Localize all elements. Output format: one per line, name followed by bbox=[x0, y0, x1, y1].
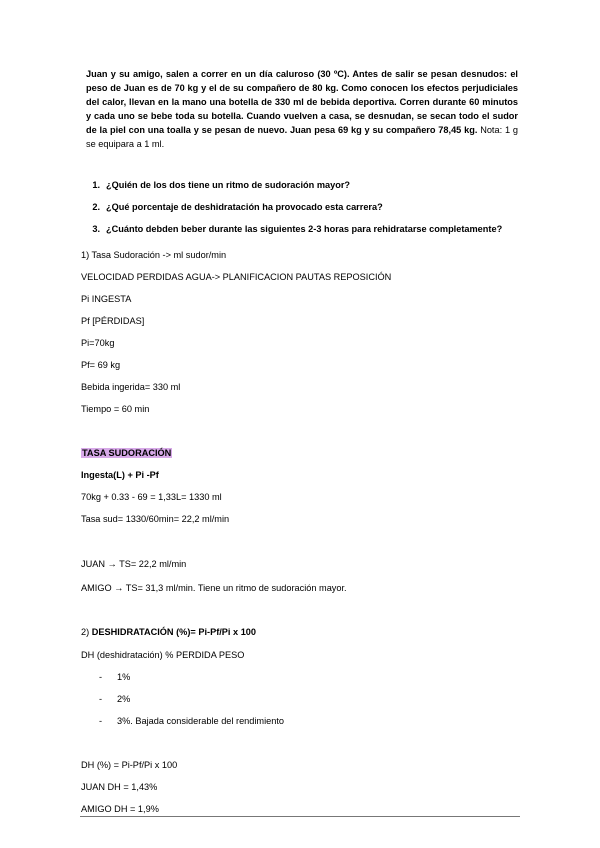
list-dash: - bbox=[99, 694, 103, 704]
problem-text: Juan y su amigo, salen a correr en un día caluroso (30 ºC). Antes de salir se pesan desnudos: el peso de Juan es de 70 kg y el de su compañero de 80 kg. Como conocen los efectos perjudiciales del calor, llevan en la mano una botella de 330 ml de bebida deportiva. Corren durante 60 minutos y cada uno se bebe toda su botella. Cuando vuelven a casa, se desnudan, se secan todo el sudor de la piel con una toalla y se pesan de nuevo. Juan pesa 69 kg y su compañero 78,45 kg. bbox=[86, 69, 518, 135]
dh-perdida-line: DH (deshidratación) % PERDIDA PESO bbox=[81, 650, 245, 660]
amigo-dh-line: AMIGO DH = 1,9% bbox=[81, 804, 159, 814]
answer-1-title: 1) Tasa Sudoración -> ml sudor/min bbox=[81, 250, 227, 260]
question-number: 3. bbox=[92, 224, 100, 234]
question-text: ¿Qué porcentaje de deshidratación ha provocado esta carrera? bbox=[106, 202, 383, 212]
problem-statement bbox=[86, 67, 518, 151]
tasa-sud-line: Tasa sud= 1330/60min= 22,2 ml/min bbox=[81, 514, 230, 524]
dh-heading: DESHIDRATACIÓN (%)= Pi-Pf/Pi x 100 bbox=[91, 627, 257, 637]
tiempo-value: Tiempo = 60 min bbox=[81, 404, 150, 414]
velocity-note: VELOCIDAD PERDIDAS AGUA-> PLANIFICACION PAUTAS REPOSICIÓN bbox=[81, 272, 392, 282]
calculation-line: 70kg + 0.33 - 69 = 1,33L= 1330 ml bbox=[81, 492, 222, 502]
tasa-heading bbox=[81, 448, 172, 458]
answer-2-prefix: 2) bbox=[81, 627, 92, 637]
answer-2-title bbox=[81, 627, 256, 637]
list-dash: - bbox=[99, 672, 103, 682]
list-dash: - bbox=[99, 716, 103, 726]
list-item: 1% bbox=[117, 672, 131, 682]
list-item: 3%. Bajada considerable del rendimiento bbox=[117, 716, 285, 726]
question-2 bbox=[86, 202, 383, 212]
question-1 bbox=[86, 180, 350, 190]
formula-line: Ingesta(L) + Pi -Pf bbox=[81, 470, 159, 480]
juan-dh-line: JUAN DH = 1,43% bbox=[81, 782, 158, 792]
highlighted-heading: TASA SUDORACIÓN bbox=[82, 448, 172, 458]
dh-formula-line: DH (%) = Pi-Pf/Pi x 100 bbox=[81, 760, 178, 770]
problem-note: Nota: 1 g se equipara a 1 ml. bbox=[86, 125, 518, 149]
page-divider bbox=[80, 816, 520, 817]
list-item: 2% bbox=[117, 694, 131, 704]
pf-value: Pf= 69 kg bbox=[81, 360, 121, 370]
pf-perdidas: Pf [PÉRDIDAS] bbox=[81, 316, 145, 326]
question-number: 1. bbox=[92, 180, 100, 190]
question-3 bbox=[86, 224, 502, 234]
question-number: 2. bbox=[92, 202, 100, 212]
question-text: ¿Quién de los dos tiene un ritmo de sudoración mayor? bbox=[106, 180, 351, 190]
question-text: ¿Cuánto debden beber durante las siguientes 2-3 horas para rehidratarse completamente? bbox=[106, 224, 503, 234]
pi-ingesta: Pi INGESTA bbox=[81, 294, 132, 304]
amigo-ts-line: AMIGO → TS= 31,3 ml/min. Tiene un ritmo de sudoración mayor. bbox=[81, 583, 347, 593]
pi-value: Pi=70kg bbox=[81, 338, 115, 348]
bebida-value: Bebida ingerida= 330 ml bbox=[81, 382, 181, 392]
juan-ts-line: JUAN → TS= 22,2 ml/min bbox=[81, 559, 187, 569]
